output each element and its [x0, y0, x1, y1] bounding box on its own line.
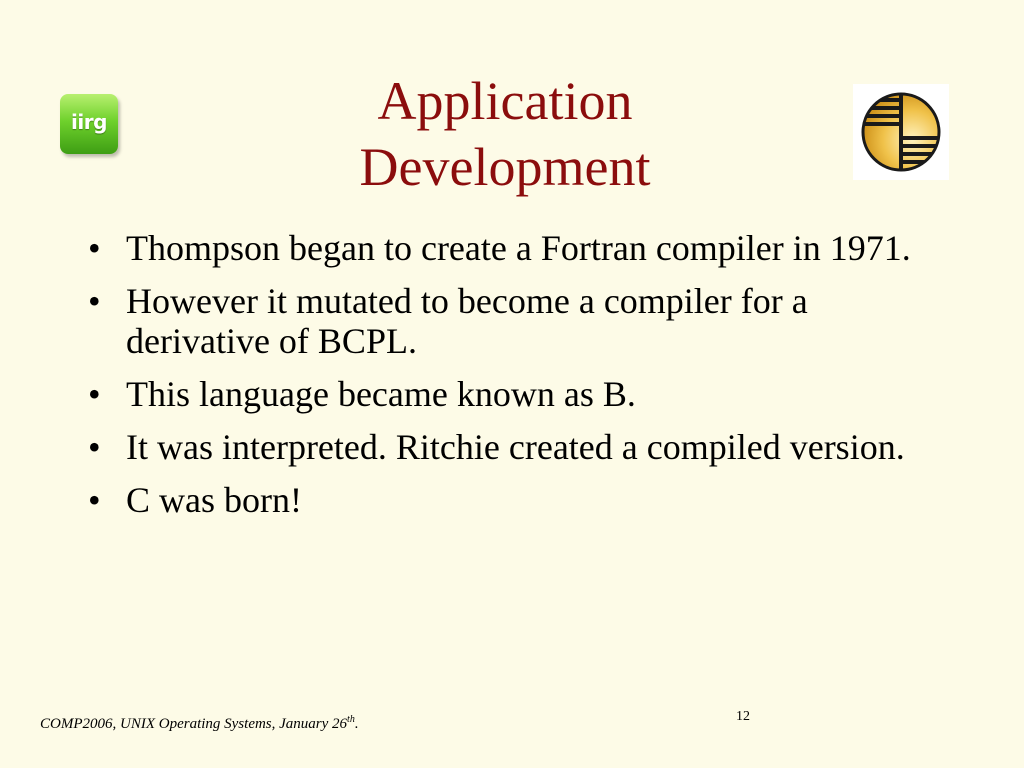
title-line-1: Application: [377, 71, 633, 131]
slide-title: [240, 68, 770, 200]
bullet-item: [88, 281, 948, 361]
bullet-text: However it mutated to become a compiler for a derivative of BCPL.: [126, 281, 808, 361]
bullet-dot: •: [88, 374, 101, 414]
bullet-dot: •: [88, 480, 101, 520]
footer-superscript: th: [347, 714, 355, 725]
title-line-2: Development: [359, 137, 651, 197]
footer-text: COMP2006, UNIX Operating Systems, January 26: [40, 716, 348, 732]
bullet-text: Thompson began to create a Fortran compiler in 1971.: [126, 228, 911, 268]
bullet-dot: •: [88, 427, 101, 467]
footer-end: .: [354, 716, 359, 732]
bullet-text: C was born!: [126, 480, 302, 520]
bullet-item: [88, 480, 948, 520]
bullet-text: It was interpreted. Ritchie created a compiled version.: [126, 427, 905, 467]
iirg-logo-icon: [60, 94, 118, 154]
bullet-item: [88, 374, 948, 414]
slide-footer: [40, 714, 359, 733]
page-number: 12: [736, 709, 750, 724]
bullet-text: This language became known as B.: [126, 374, 636, 414]
bullet-dot: •: [88, 228, 101, 268]
striped-circle-logo-icon: [853, 84, 949, 180]
bullet-dot: •: [88, 281, 101, 321]
bullet-item: [88, 427, 948, 467]
logo-left-text: iirg: [71, 110, 107, 134]
bullet-item: [88, 228, 948, 268]
bullet-list: [88, 228, 948, 533]
